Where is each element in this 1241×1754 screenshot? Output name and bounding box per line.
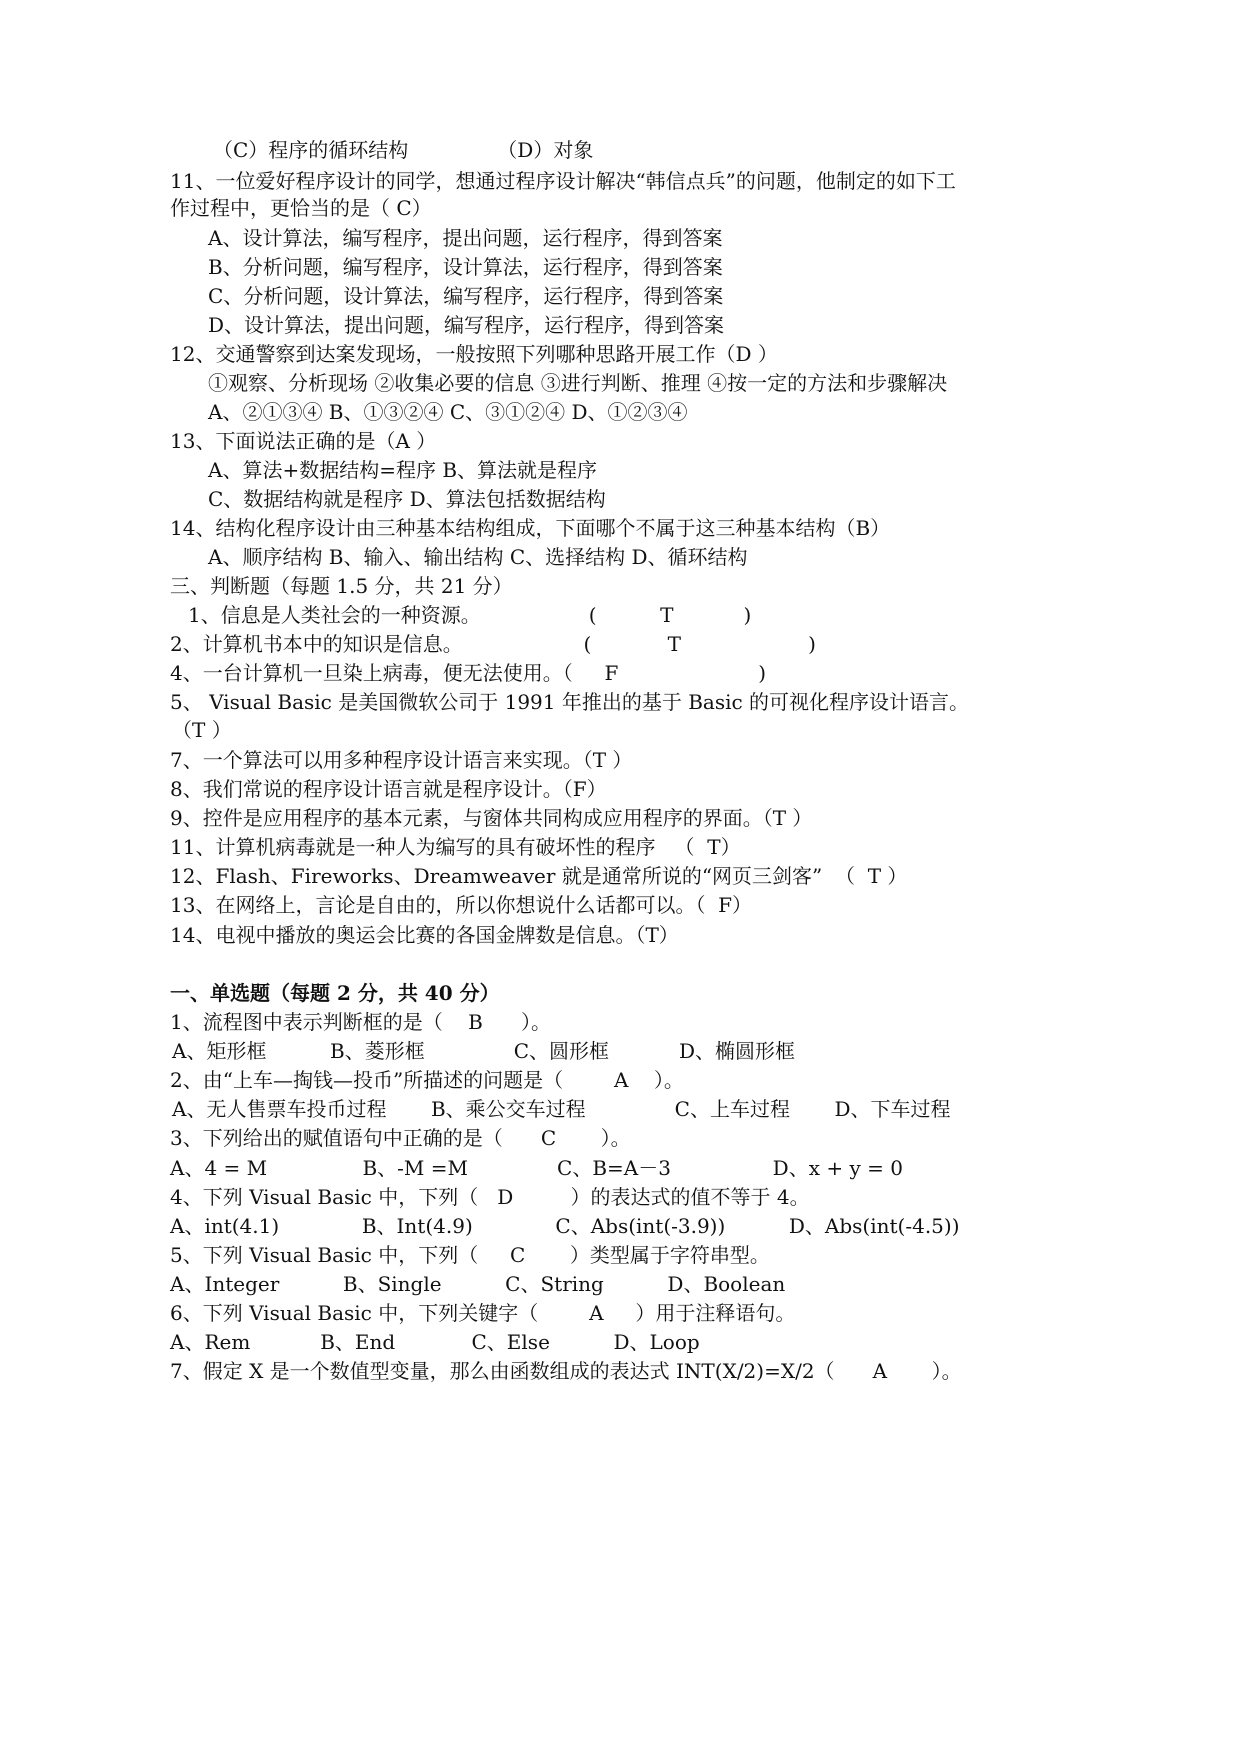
option-line: A、int(4.1) B、Int(4.9) C、Abs(int(-3.9)) D、Abs(int(-4.5)) bbox=[170, 1214, 960, 1238]
question-line: 7、假定 X 是一个数值型变量，那么由函数组成的表达式 INT(X/2)=X/2（ A ）。 bbox=[170, 1359, 962, 1383]
option-line: A、②①③④ B、①③②④ C、③①②④ D、①②③④ bbox=[208, 400, 688, 424]
section-heading: 一、单选题（每题 2 分，共 40 分） bbox=[170, 981, 500, 1005]
tf-item: 11、计算机病毒就是一种人为编写的具有破坏性的程序 （ T） bbox=[170, 835, 741, 859]
option-line: B、分析问题，编写程序，设计算法，运行程序，得到答案 bbox=[208, 255, 723, 279]
tf-item: 4、一台计算机一旦染上病毒，便无法使用。（ F ) bbox=[170, 661, 767, 685]
option-line: A、无人售票车投币过程 B、乘公交车过程 C、上车过程 D、下车过程 bbox=[172, 1097, 951, 1121]
text-line: （T ） bbox=[172, 718, 232, 742]
tf-item: 2、计算机书本中的知识是信息。 ( T ) bbox=[170, 632, 816, 656]
question-14: 14、结构化程序设计由三种基本结构组成，下面哪个不属于这三种基本结构（B） bbox=[170, 516, 891, 540]
tf-item: 5、 Visual Basic 是美国微软公司于 1991 年推出的基于 Basic 的可视化程序设计语言。 bbox=[170, 690, 970, 714]
tf-item: 13、在网络上，言论是自由的，所以你想说什么话都可以。（ F） bbox=[170, 893, 753, 917]
tf-item: 12、Flash、Fireworks、Dreamweaver 就是通常所说的“网页三剑客” （ T ） bbox=[170, 864, 908, 888]
question-line: 4、下列 Visual Basic 中，下列（ D ）的表达式的值不等于 4。 bbox=[170, 1185, 810, 1209]
question-line: 6、下列 Visual Basic 中，下列关键字（ A ）用于注释语句。 bbox=[170, 1301, 796, 1325]
text-line: 作过程中，更恰当的是（ C） bbox=[170, 196, 432, 220]
text-line: （C）程序的循环结构 （D）对象 bbox=[213, 138, 594, 162]
option-line: A、设计算法，编写程序，提出问题，运行程序，得到答案 bbox=[208, 226, 723, 250]
tf-item: 8、我们常说的程序设计语言就是程序设计。（F） bbox=[170, 777, 607, 801]
text-line: ①观察、分析现场 ②收集必要的信息 ③进行判断、推理 ④按一定的方法和步骤解决 bbox=[208, 371, 948, 395]
tf-item: 1、信息是人类社会的一种资源。 ( T ) bbox=[188, 603, 752, 627]
question-12: 12、交通警察到达案发现场，一般按照下列哪种思路开展工作（D ） bbox=[170, 342, 778, 366]
option-line: A、Integer B、Single C、String D、Boolean bbox=[170, 1272, 786, 1296]
option-line: A、矩形框 B、菱形框 C、圆形框 D、椭圆形框 bbox=[172, 1039, 795, 1063]
option-line: C、分析问题，设计算法，编写程序，运行程序，得到答案 bbox=[208, 284, 724, 308]
question-line: 5、下列 Visual Basic 中，下列（ C ）类型属于字符串型。 bbox=[170, 1243, 770, 1267]
option-line: C、数据结构就是程序 D、算法包括数据结构 bbox=[208, 487, 606, 511]
tf-item: 9、控件是应用程序的基本元素，与窗体共同构成应用程序的界面。（T ） bbox=[170, 806, 813, 830]
question-13: 13、下面说法正确的是（A ） bbox=[170, 429, 437, 453]
option-line: A、Rem B、End C、Else D、Loop bbox=[170, 1330, 700, 1354]
option-line: A、4 = M B、-M =M C、B=A－3 D、x + y = 0 bbox=[170, 1156, 903, 1180]
option-line: A、算法+数据结构=程序 B、算法就是程序 bbox=[208, 458, 598, 482]
option-line: A、顺序结构 B、输入、输出结构 C、选择结构 D、循环结构 bbox=[208, 545, 748, 569]
question-line: 2、由“上车—掏钱—投币”所描述的问题是（ A ）。 bbox=[170, 1068, 684, 1092]
question-11: 11、一位爱好程序设计的同学，想通过程序设计解决“韩信点兵”的问题，他制定的如下工 bbox=[170, 169, 956, 193]
option-line: D、设计算法，提出问题，编写程序，运行程序，得到答案 bbox=[208, 313, 725, 337]
tf-item: 14、电视中播放的奥运会比赛的各国金牌数是信息。（T） bbox=[170, 923, 679, 947]
section-heading: 三、判断题（每题 1.5 分，共 21 分） bbox=[170, 574, 513, 598]
question-line: 1、流程图中表示判断框的是（ B ）。 bbox=[170, 1010, 551, 1034]
tf-item: 7、一个算法可以用多种程序设计语言来实现。（T ） bbox=[170, 748, 633, 772]
question-line: 3、下列给出的赋值语句中正确的是（ C ）。 bbox=[170, 1126, 631, 1150]
